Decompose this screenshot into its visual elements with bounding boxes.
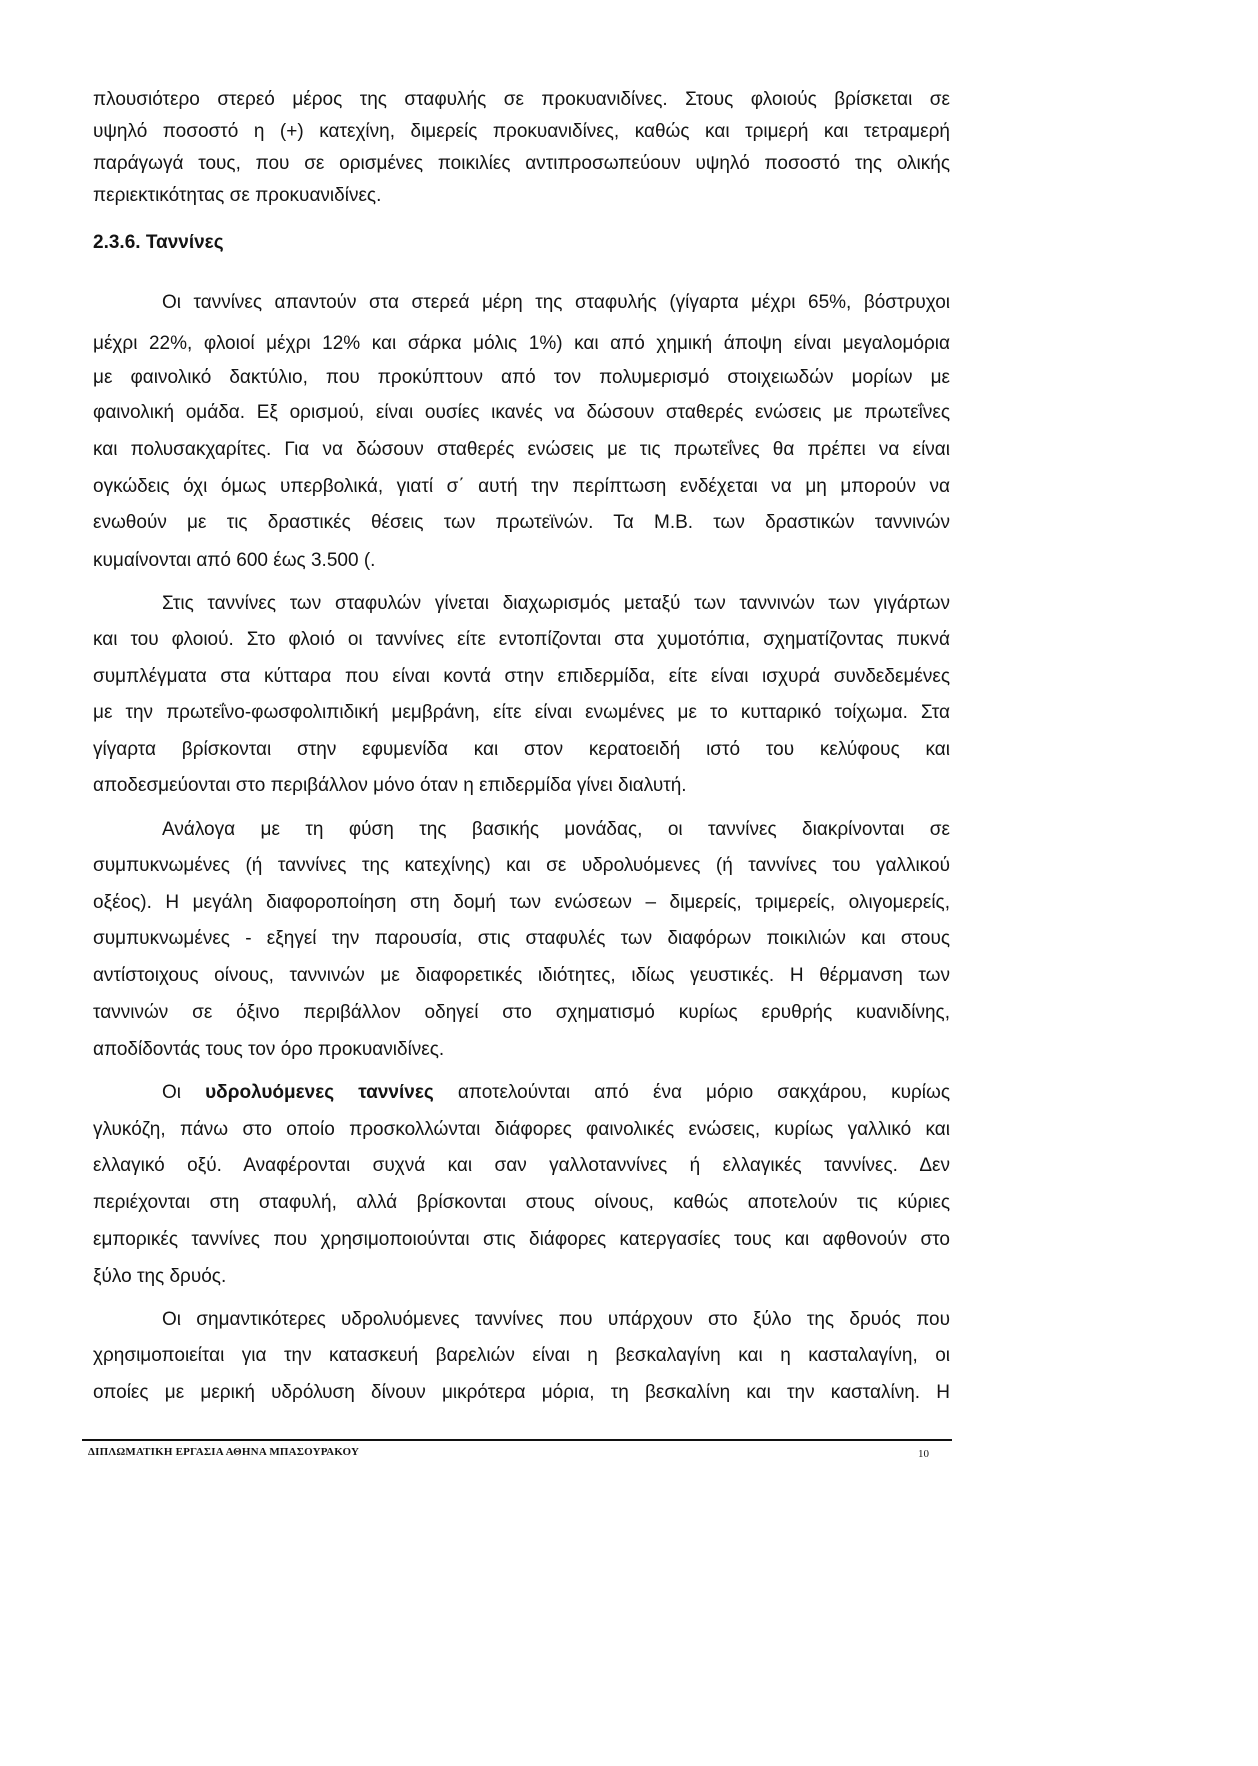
text-line: μέχρι 22%, φλοιοί μέχρι 12% και σάρκα μόλις 1%) και από χημική άποψη είναι μεγαλομόρια	[93, 333, 950, 354]
text-line: συμπλέγματα στα κύτταρα που είναι κοντά στην επιδερμίδα, είτε είναι ισχυρά συνδεδεμένες	[93, 666, 950, 687]
text-line: με την πρωτεΐνο-φωσφολιπιδική μεμβράνη, είτε είναι ενωμένες με το κυτταρικό τοίχωμα. Στα	[93, 702, 950, 723]
text-line: ξύλο της δρυός.	[93, 1266, 227, 1287]
text-line: χρησιμοποιείται για την κατασκευή βαρελιών είναι η βεσκαλαγίνη και η κασταλαγίνη, οι	[93, 1345, 950, 1366]
text-line: αντίστοιχους οίνους, ταννινών με διαφορετικές ιδιότητες, ιδίως γευστικές. Η θέρμανση των	[93, 965, 950, 986]
page-number: 10	[918, 1448, 929, 1460]
text-line: ενωθούν με τις δραστικές θέσεις των πρωτεϊνών. Τα Μ.Β. των δραστικών ταννινών	[93, 512, 950, 533]
text-line: περιέχονται στη σταφυλή, αλλά βρίσκονται στους οίνους, καθώς αποτελούν τις κύριες	[93, 1192, 950, 1213]
text-line: συμπυκνωμένες - εξηγεί την παρουσία, στις σταφυλές των διαφόρων ποικιλιών και στους	[93, 928, 950, 949]
text-line: συμπυκνωμένες (ή ταννίνες της κατεχίνης) και σε υδρολυόμενες (ή ταννίνες του γαλλικού	[93, 855, 950, 876]
text-line: και πολυσακχαρίτες. Για να δώσουν σταθερές ενώσεις με τις πρωτεΐνες θα πρέπει να είναι	[93, 439, 950, 460]
text-line: οποίες με μερική υδρόλυση δίνουν μικρότερα μόρια, τη βεσκαλίνη και την κασταλίνη. Η	[93, 1382, 950, 1403]
text-line: παράγωγά τους, που σε ορισμένες ποικιλίες αντιπροσωπεύουν υψηλό ποσοστό της ολικής	[93, 153, 950, 174]
text-line: πλουσιότερο στερεό μέρος της σταφυλής σε προκυανιδίνες. Στους φλοιούς βρίσκεται σε	[93, 89, 950, 110]
text-line: Ανάλογα με τη φύση της βασικής μονάδας, οι ταννίνες διακρίνονται σε	[162, 819, 950, 840]
footer-rule	[82, 1439, 952, 1441]
text-line: ογκώδεις όχι όμως υπερβολικά, γιατί σ΄ αυτή την περίπτωση ενδέχεται να μη μπορούν να	[93, 476, 950, 497]
text-fragment: Οι	[162, 1082, 206, 1103]
text-line	[162, 1081, 950, 1105]
text-line: γλυκόζη, πάνω στο οποίο προσκολλώνται διάφορες φαινολικές ενώσεις, κυρίως γαλλικό και	[93, 1119, 950, 1140]
text-line: ελλαγικό οξύ. Αναφέρονται συχνά και σαν γαλλοταννίνες ή ελλαγικές ταννίνες. Δεν	[93, 1155, 950, 1176]
bold-term: υδρολυόμενες ταννίνες	[205, 1082, 434, 1103]
text-line: αποδεσμεύονται στο περιβάλλον μόνο όταν η επιδερμίδα γίνει διαλυτή.	[93, 775, 687, 796]
text-line: με φαινολικό δακτύλιο, που προκύπτουν από τον πολυμερισμό στοιχειωδών μορίων με	[93, 367, 950, 388]
text-fragment: αποτελούνται από ένα μόριο σακχάρου, κυρίως	[433, 1082, 950, 1103]
section-heading: 2.3.6. Ταννίνες	[93, 232, 224, 253]
text-line: φαινολική ομάδα. Εξ ορισμού, είναι ουσίες ικανές να δώσουν σταθερές ενώσεις με πρωτεΐνες	[93, 402, 950, 423]
text-line: οξέος). Η μεγάλη διαφοροποίηση στη δομή των ενώσεων – διμερείς, τριμερείς, ολιγομερείς,	[93, 892, 950, 913]
text-line: Οι ταννίνες απαντούν στα στερεά μέρη της σταφυλής (γίγαρτα μέχρι 65%, βόστρυχοι	[162, 292, 950, 313]
text-line: Στις ταννίνες των σταφυλών γίνεται διαχωρισμός μεταξύ των ταννινών των γιγάρτων	[162, 593, 950, 614]
text-line: Οι σημαντικότερες υδρολυόμενες ταννίνες που υπάρχουν στο ξύλο της δρυός που	[162, 1309, 950, 1330]
text-line: κυμαίνονται από 600 έως 3.500 (.	[93, 550, 376, 571]
text-line: και του φλοιού. Στο φλοιό οι ταννίνες είτε εντοπίζονται στα χυμοτόπια, σχηματίζοντας πυκνά	[93, 629, 950, 650]
footer-title: ΔΙΠΛΩΜΑΤΙΚΗ ΕΡΓΑΣΙΑ ΑΘΗΝΑ ΜΠΑΣΟΥΡΑΚΟΥ	[88, 1446, 360, 1458]
text-line: περιεκτικότητας σε προκυανιδίνες.	[93, 185, 382, 206]
text-line: αποδίδοντάς τους τον όρο προκυανιδίνες.	[93, 1039, 445, 1060]
text-line: γίγαρτα βρίσκονται στην εφυμενίδα και στον κερατοειδή ιστό του κελύφους και	[93, 739, 950, 760]
text-line: εμπορικές ταννίνες που χρησιμοποιούνται στις διάφορες κατεργασίες τους και αφθονούν στο	[93, 1229, 950, 1250]
text-line: ταννινών σε όξινο περιβάλλον οδηγεί στο σχηματισμό κυρίως ερυθρής κυανιδίνης,	[93, 1002, 950, 1023]
text-line: υψηλό ποσοστό η (+) κατεχίνη, διμερείς προκυανιδίνες, καθώς και τριμερή και τετραμερή	[93, 121, 950, 142]
